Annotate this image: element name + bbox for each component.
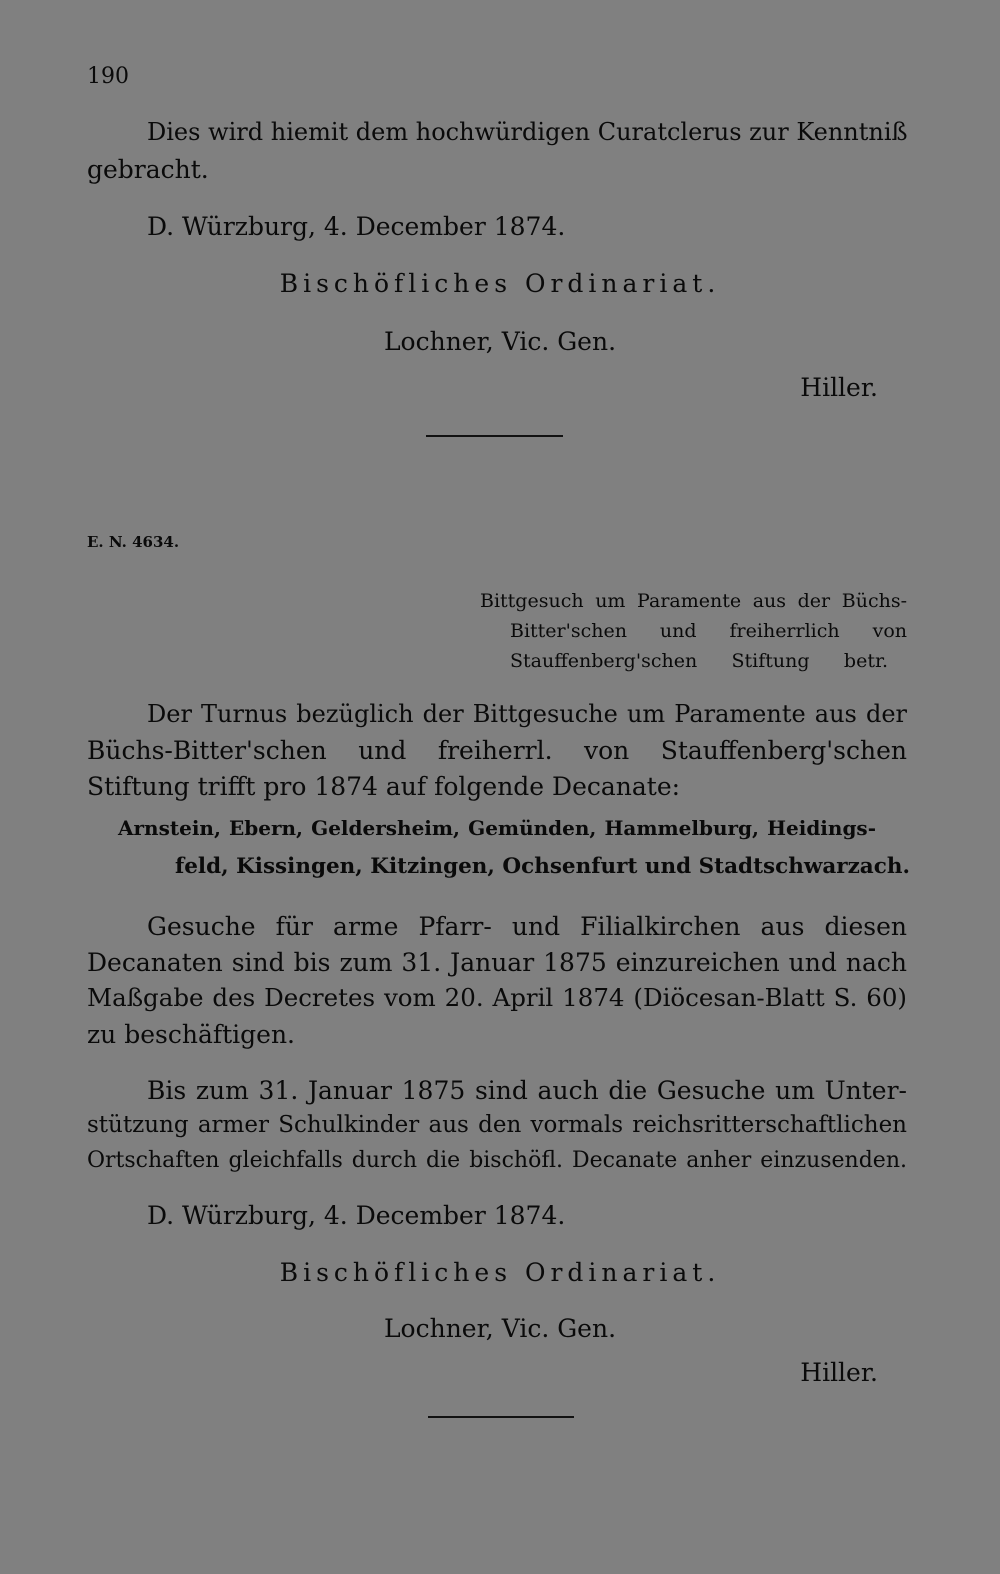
date-line: D. Würzburg, 4. December 1874. <box>147 1201 566 1230</box>
signature: Hiller. <box>800 1358 878 1387</box>
reference-number: E. N. 4634. <box>87 533 180 551</box>
paragraph-line: stützung armer Schulkinder aus den vormals reichsritterschaftlichen <box>87 1112 907 1138</box>
date-line: D. Würzburg, 4. December 1874. <box>147 212 566 241</box>
page-number: 190 <box>87 64 129 89</box>
paragraph-line: Ortschaften gleichfalls durch die bischöfl. Decanate anher einzusenden. <box>87 1148 907 1173</box>
paragraph-line: zu beschäftigen. <box>87 1020 295 1049</box>
paragraph-line: Stiftung trifft pro 1874 auf folgende Decanate: <box>87 772 681 801</box>
subject-line: Stauffenberg'schen Stiftung betr. <box>510 650 888 672</box>
signature: Hiller. <box>800 373 878 402</box>
paragraph-line: Bis zum 31. Januar 1875 sind auch die Gesuche um Unter- <box>147 1076 907 1105</box>
section-divider <box>426 435 563 437</box>
decanate-list-line: Arnstein, Ebern, Geldersheim, Gemünden, Hammelburg, Heidings- <box>118 816 876 840</box>
office-name: Bischöfliches Ordinariat. <box>279 269 721 298</box>
paragraph-line: Decanaten sind bis zum 31. Januar 1875 einzureichen und nach <box>87 948 907 977</box>
vicar-general: Lochner, Vic. Gen. <box>383 327 617 356</box>
paragraph-line: Der Turnus bezüglich der Bittgesuche um Paramente aus der <box>147 700 907 728</box>
paragraph-line: gebracht. <box>87 155 209 184</box>
subject-line: Bittgesuch um Paramente aus der Büchs- <box>480 590 907 612</box>
end-divider <box>428 1416 574 1418</box>
paragraph-line: Gesuche für arme Pfarr- und Filialkirchen aus diesen <box>147 912 907 941</box>
paragraph-line: Maßgabe des Decretes vom 20. April 1874 (Diöcesan-Blatt S. 60) <box>87 983 907 1012</box>
paragraph-line: Dies wird hiemit dem hochwürdigen Curatclerus zur Kenntniß <box>147 118 908 146</box>
vicar-general: Lochner, Vic. Gen. <box>383 1314 617 1343</box>
paragraph-line: Büchs-Bitter'schen und freiherrl. von Stauffenberg'schen <box>87 736 907 765</box>
office-name: Bischöfliches Ordinariat. <box>279 1258 721 1287</box>
decanate-list-line: feld, Kissingen, Kitzingen, Ochsenfurt und Stadtschwarzach. <box>175 854 910 879</box>
subject-line: Bitter'schen und freiherrlich von <box>510 620 907 642</box>
